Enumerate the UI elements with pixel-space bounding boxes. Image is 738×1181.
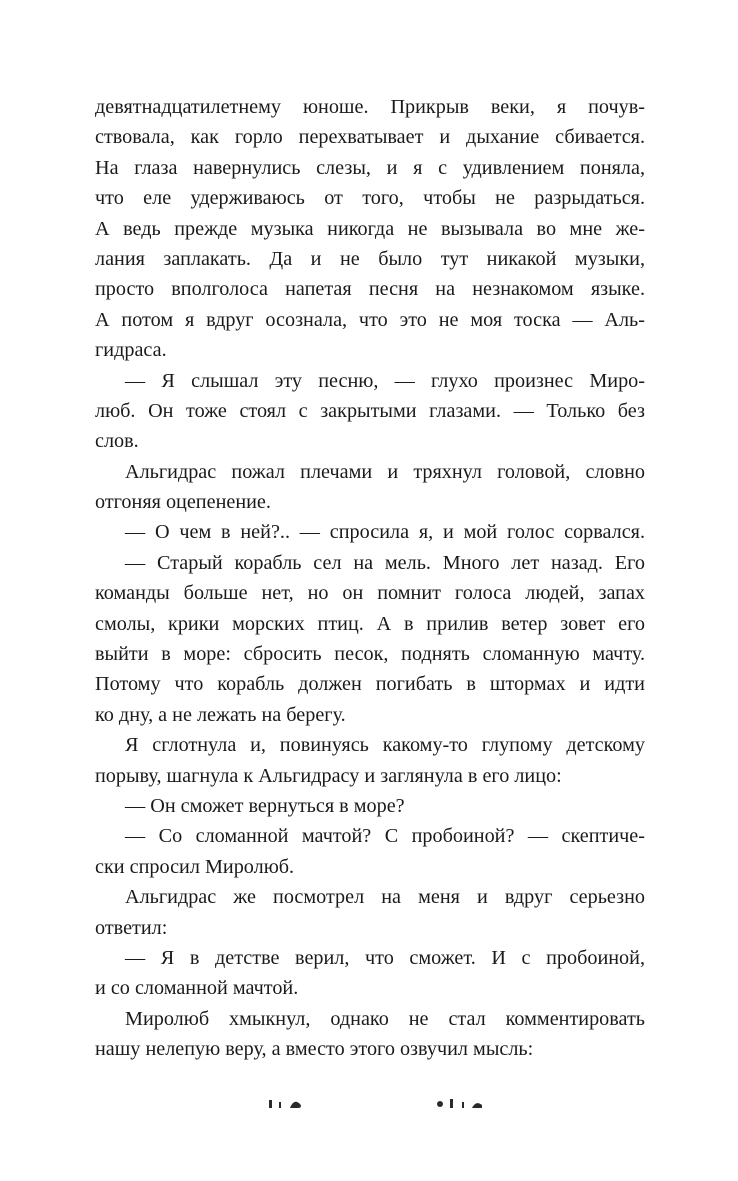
text-line: Я сглотнула и, повинуясь какому-то глупому детскому [125, 734, 645, 757]
text-line: ко дну, а не лежать на берегу. [95, 703, 346, 726]
text-line: — Со сломанной мачтой? С пробоиной? — скептиче- [125, 825, 645, 848]
text-line: нашу нелепую веру, а вместо этого озвучил мысль: [95, 1038, 534, 1061]
text-line: порыву, шагнула к Альгидрасу и заглянула в его лицо: [95, 764, 562, 787]
text-line: отгоняя оцепенение. [95, 491, 271, 514]
text-line: — Старый корабль сел на мель. Много лет назад. Его [125, 551, 645, 574]
text-line: Альгидрас же посмотрел на меня и вдруг серьезно [125, 886, 645, 909]
text-line: На глаза навернулись слезы, и я с удивлением поняла, [95, 156, 645, 179]
text-line: команды больше нет, но он помнит голоса людей, запах [95, 582, 645, 605]
footer-ornament [250, 1094, 488, 1108]
text-line: слов. [95, 430, 139, 453]
text-line: что еле удерживаюсь от того, чтобы не разрыдаться. [95, 187, 645, 210]
text-line: и со сломанной мачтой. [95, 977, 299, 1000]
text-line: А потом я вдруг осознала, что это не моя тоска — Аль- [95, 308, 645, 331]
text-line: — Он сможет вернуться в море? [125, 794, 405, 817]
text-line: ски спросил Миролюб. [95, 855, 295, 878]
page-text [95, 92, 645, 1065]
text-line: Альгидрас пожал плечами и тряхнул головой, словно [125, 460, 645, 483]
text-line: ответил: [95, 916, 168, 939]
text-line: Потому что корабль должен погибать в штормах и идти [95, 673, 645, 696]
text-line: девятнадцатилетнему юноше. Прикрыв веки, я почув- [95, 96, 645, 118]
text-line: — Я в детстве верил, что сможет. И с пробоиной, [125, 946, 645, 969]
text-line: просто вполголоса напетая песня на незнакомом языке. [95, 278, 645, 301]
text-line: лания заплакать. Да и не было тут никакой музыки, [95, 247, 645, 270]
text-line: — О чем в ней?.. — спросила я, и мой голос сорвался. [125, 521, 645, 544]
text-line: гидраса. [95, 339, 167, 362]
text-line: смолы, крики морских птиц. А в прилив ветер зовет его [95, 612, 645, 635]
text-line: А ведь прежде музыка никогда не вызывала во мне же- [95, 217, 645, 240]
text-line: Миролюб хмыкнул, однако не стал комментировать [125, 1007, 645, 1030]
text-line: — Я слышал эту песню, — глухо произнес Миро- [125, 369, 645, 392]
text-line: люб. Он тоже стоял с закрытыми глазами. — Только без [95, 399, 645, 422]
text-line: ствовала, как горло перехватывает и дыхание сбивается. [95, 126, 645, 149]
text-line: выйти в море: сбросить песок, поднять сломанную мачту. [95, 643, 645, 666]
